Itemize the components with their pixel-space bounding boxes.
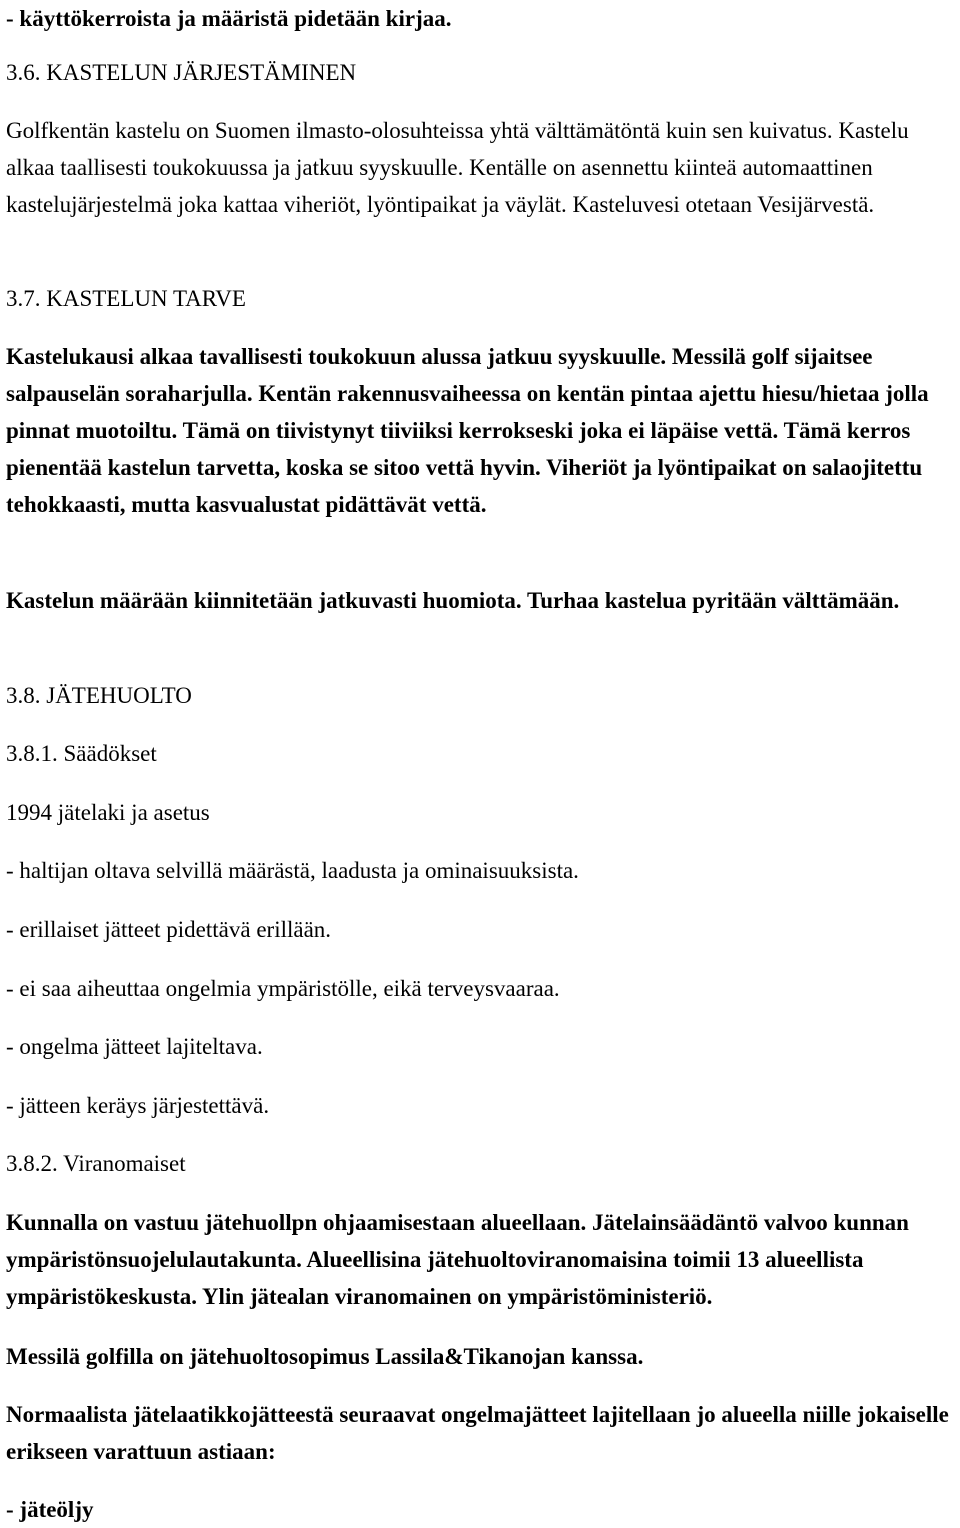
subsection-heading: 3.8.1. Säädökset bbox=[6, 741, 157, 766]
subsection-heading: 3.8.2. Viranomaiset bbox=[6, 1151, 186, 1176]
paragraph: Normaalista jätelaatikkojätteestä seuraavat ongelmajätteet lajitellaan jo alueella niille jokaiselle erikseen varattuun astiaan: bbox=[6, 1402, 949, 1464]
paragraph: 1994 jätelaki ja asetus bbox=[6, 800, 210, 825]
list-item: - haltijan oltava selvillä määrästä, laadusta ja ominaisuuksista. bbox=[6, 858, 579, 883]
list-item: - erillaiset jätteet pidettävä erillään. bbox=[6, 917, 332, 942]
list-item: - käyttökerroista ja määristä pidetään kirjaa. bbox=[6, 6, 452, 31]
section-heading: 3.6. KASTELUN JÄRJESTÄMINEN bbox=[6, 60, 357, 85]
list-item: - ei saa aiheuttaa ongelmia ympäristölle, eikä terveysvaaraa. bbox=[6, 976, 560, 1001]
paragraph: Kastelukausi alkaa tavallisesti toukokuun alussa jatkuu syyskuulle. Messilä golf sijaitsee salpauselän soraharjulla. Kentän rakennusvaiheessa on kentän pintaa ajettu hiesu/hietaa jolla pinnat muotoiltu. Tämä on tiivistynyt tiiviiksi kerrokseski joka ei läpäise vettä. Tämä kerros pienentää kastelun tarvetta, koska se sitoo vettä hyvin. Viheriöt ja lyöntipaikat on salaojitettu tehokkaasti, mutta kasvualustat pidättävät vettä. bbox=[6, 344, 929, 517]
list-item: - ongelma jätteet lajiteltava. bbox=[6, 1034, 263, 1059]
section-heading: 3.8. JÄTEHUOLTO bbox=[6, 683, 192, 708]
section-heading: 3.7. KASTELUN TARVE bbox=[6, 286, 246, 311]
paragraph: Kunnalla on vastuu jätehuollpn ohjaamisestaan alueellaan. Jätelainsäädäntö valvoo kunnan ympäristönsuojelulautakunta. Alueellisina jätehuoltoviranomaisina toimii 13 alueellista ympäristökeskusta. Ylin jätealan viranomainen on ympäristöministeriö. bbox=[6, 1210, 909, 1309]
list-item: - jäteöljy bbox=[6, 1497, 94, 1522]
paragraph: Messilä golfilla on jätehuoltosopimus Lassila&Tikanojan kanssa. bbox=[6, 1344, 644, 1369]
list-item: - jätteen keräys järjestettävä. bbox=[6, 1093, 270, 1118]
paragraph: Golfkentän kastelu on Suomen ilmasto-olosuhteissa yhtä välttämätöntä kuin sen kuivatus. Kastelu alkaa taallisesti toukokuussa ja jatkuu syyskuulle. Kentälle on asennettu kiinteä automaattinen kastelujärjestelmä joka kattaa viheriöt, lyöntipaikat ja väylät. Kasteluvesi otetaan Vesijärvestä. bbox=[6, 118, 909, 217]
paragraph: Kastelun määrään kiinnitetään jatkuvasti huomiota. Turhaa kastelua pyritään välttämään. bbox=[6, 588, 900, 613]
